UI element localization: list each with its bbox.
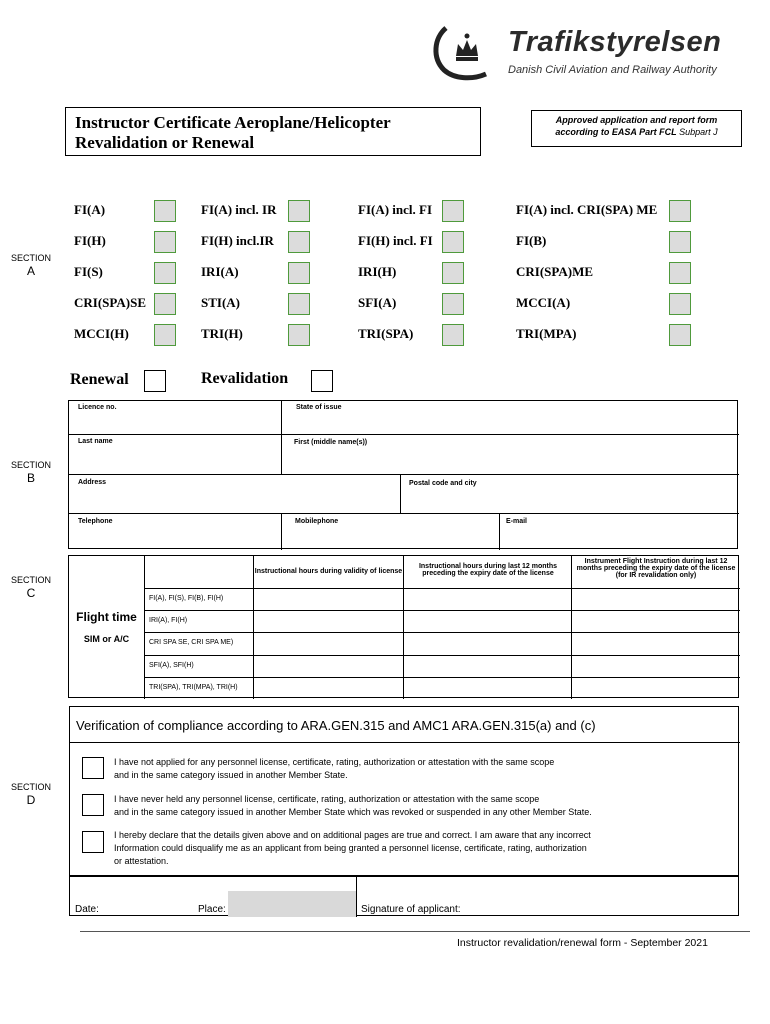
rating-label: TRI(SPA): [358, 326, 414, 341]
last-name-field[interactable]: Last name: [78, 438, 113, 445]
rating-label: TRI(MPA): [516, 326, 577, 341]
postal-field[interactable]: Postal code and city: [409, 480, 477, 487]
section-a-label: [6, 253, 56, 278]
rating-checkbox[interactable]: [288, 293, 310, 315]
first-name-field[interactable]: First (middle name(s)): [294, 439, 368, 446]
col-instrument-header: Instrument Flight Instruction during last 12 months preceding the expiry date of the license (for IR revalidation only): [576, 558, 736, 579]
mobilephone-field[interactable]: Mobilephone: [295, 518, 339, 525]
rating-label: FI(B): [516, 233, 547, 248]
verification-heading: Verification of compliance according to ARA.GEN.315 and AMC1 ARA.GEN.315(a) and (c): [76, 718, 596, 733]
crown-icon: [432, 24, 504, 82]
address-field[interactable]: Address: [78, 479, 107, 486]
flight-row-label: SFI(A), SFI(H): [149, 662, 194, 669]
title-box: [65, 107, 481, 156]
rating-checkbox[interactable]: [154, 293, 176, 315]
personal-details-form: [68, 400, 738, 549]
place-input-shade[interactable]: [228, 891, 356, 917]
rating-label: FI(S): [74, 264, 103, 279]
rating-label: FI(H) incl. FI: [358, 233, 433, 248]
section-d-letter: D: [26, 793, 36, 807]
approved-line2-rest: Subpart J: [676, 127, 718, 137]
title-line1: Instructor Certificate Aeroplane/Helicopter: [75, 113, 391, 132]
place-label: Place:: [198, 904, 226, 915]
rating-checkbox[interactable]: [154, 200, 176, 222]
section-c-word: SECTION: [10, 575, 51, 585]
rating-checkbox[interactable]: [669, 231, 691, 253]
signature-row: [69, 876, 739, 916]
flight-row-label: FI(A), FI(S), FI(B), FI(H): [149, 595, 224, 602]
flight-row-label: IRI(A), FI(H): [149, 617, 188, 624]
rating-checkbox[interactable]: [669, 293, 691, 315]
verification-statement-2: [114, 793, 592, 819]
statement-line: I hereby declare that the details given above and on additional pages are true and correct. I am aware that any incorrect: [114, 830, 591, 840]
renewal-checkbox[interactable]: [144, 370, 166, 392]
rating-checkbox[interactable]: [288, 231, 310, 253]
rating-checkbox[interactable]: [442, 200, 464, 222]
verification-statement-3: [114, 829, 591, 868]
section-b-word: SECTION: [10, 460, 51, 470]
statement-line: or attestation.: [114, 856, 169, 866]
licence-no-field[interactable]: Licence no.: [78, 404, 117, 411]
rating-checkbox[interactable]: [442, 324, 464, 346]
logo-name: Trafikstyrelsen: [508, 26, 722, 58]
rating-checkbox[interactable]: [669, 200, 691, 222]
statement-line: I have not applied for any personnel license, certificate, rating, authorization or attestation with the same scope: [114, 757, 555, 767]
rating-label: FI(A) incl. FI: [358, 202, 433, 217]
verification-statement-1: [114, 756, 554, 782]
email-field[interactable]: E-mail: [506, 518, 528, 525]
revalidation-label: Revalidation: [201, 370, 289, 387]
rating-checkbox[interactable]: [669, 324, 691, 346]
rating-label: FI(A) incl. CRI(SPA) ME: [516, 202, 658, 217]
col-12months-header: Instructional hours during last 12 months preceding the expiry date of the license: [418, 563, 558, 577]
section-a-letter: A: [26, 264, 35, 278]
footer-text: Instructor revalidation/renewal form - September 2021: [457, 937, 708, 949]
rating-checkbox[interactable]: [288, 262, 310, 284]
rating-checkbox[interactable]: [669, 262, 691, 284]
date-label: Date:: [75, 904, 99, 915]
section-d-label: [6, 782, 56, 807]
rating-checkbox[interactable]: [442, 293, 464, 315]
rating-checkbox[interactable]: [154, 324, 176, 346]
rating-checkbox[interactable]: [154, 262, 176, 284]
rating-label: MCCI(H): [74, 326, 129, 341]
section-d-word: SECTION: [10, 782, 51, 792]
rating-label: SFI(A): [358, 295, 397, 310]
rating-label: FI(H): [74, 233, 106, 248]
rating-label: STI(A): [201, 295, 241, 310]
rating-label: FI(A) incl. IR: [201, 202, 277, 217]
title-line2: Revalidation or Renewal: [75, 133, 255, 152]
verification-checkbox-3[interactable]: [82, 831, 104, 853]
rating-label: CRI(SPA)ME: [516, 264, 594, 279]
statement-line: and in the same category issued in another Member State which was revoked or suspended in any other Member State.: [114, 807, 592, 817]
renewal-label: Renewal: [70, 371, 129, 388]
rating-checkbox[interactable]: [442, 262, 464, 284]
rating-label: FI(A): [74, 202, 106, 217]
section-b-label: [6, 460, 56, 485]
flight-time-title: Flight time: [76, 610, 137, 624]
signature-label: Signature of applicant:: [361, 904, 461, 915]
footer-rule: [80, 931, 750, 932]
state-of-issue-field[interactable]: State of issue: [296, 404, 342, 411]
section-c-letter: C: [26, 586, 36, 600]
flight-row-label: TRI(SPA), TRI(MPA), TRI(H): [149, 684, 238, 691]
statement-line: Information could disqualify me as an applicant from being granted a personnel license, certificate, rating, authorization: [114, 843, 587, 853]
flight-row-label: CRI SPA SE, CRI SPA ME): [149, 639, 234, 646]
revalidation-checkbox[interactable]: [311, 370, 333, 392]
verification-checkbox-1[interactable]: [82, 757, 104, 779]
approved-line2-bold: according to EASA Part FCL: [555, 127, 677, 137]
rating-label: IRI(H): [358, 264, 397, 279]
rating-checkbox[interactable]: [154, 231, 176, 253]
col-validity-header: Instructional hours during validity of license: [254, 568, 403, 575]
rating-checkbox[interactable]: [442, 231, 464, 253]
rating-label: TRI(H): [201, 326, 243, 341]
rating-checkbox[interactable]: [288, 200, 310, 222]
flight-time-subtitle: SIM or A/C: [83, 634, 130, 644]
logo: [432, 24, 742, 84]
statement-line: and in the same category issued in another Member State.: [114, 770, 348, 780]
approved-line1: Approved application and report form: [555, 115, 718, 125]
telephone-field[interactable]: Telephone: [78, 518, 113, 525]
section-a-word: SECTION: [10, 253, 51, 263]
rating-label: MCCI(A): [516, 295, 571, 310]
verification-checkbox-2[interactable]: [82, 794, 104, 816]
approved-line2: [532, 127, 741, 137]
section-c-label: [6, 575, 56, 600]
rating-label: IRI(A): [201, 264, 239, 279]
rating-label: CRI(SPA)SE: [74, 295, 146, 310]
logo-subtitle: Danish Civil Aviation and Railway Authority: [508, 64, 717, 76]
rating-label: FI(H) incl.IR: [201, 233, 274, 248]
verification-box: [69, 706, 739, 876]
flight-time-table: [68, 555, 739, 698]
statement-line: I have never held any personnel license, certificate, rating, authorization or attestation with the same scope: [114, 794, 540, 804]
rating-checkbox[interactable]: [288, 324, 310, 346]
approved-box: [531, 110, 742, 147]
section-b-letter: B: [26, 471, 35, 485]
